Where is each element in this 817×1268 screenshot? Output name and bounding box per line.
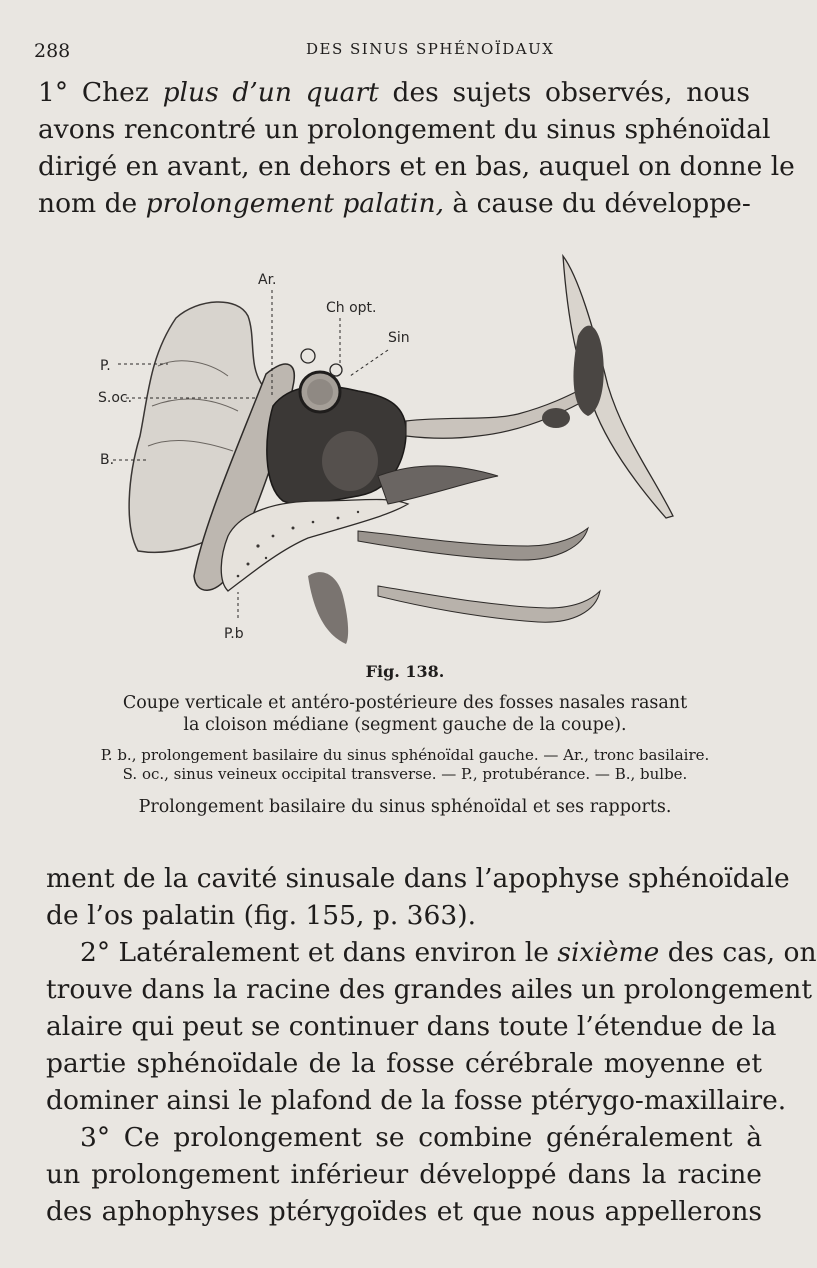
text-line: ment de la cavité sinusale dans l’apophyse sphénoïdale xyxy=(46,863,790,894)
label-ar: Ar. xyxy=(258,272,277,288)
text-line: un prolongement inférieur développé dans la racine xyxy=(46,1159,762,1190)
text-line: 1° Chez plus d’un quart des sujets observés, nous xyxy=(38,77,750,108)
running-head: DES SINUS SPHÉNOÏDAUX xyxy=(306,40,555,58)
label-ch-opt: Ch opt. xyxy=(326,300,377,316)
text-line: 3° Ce prolongement se combine généralement à xyxy=(80,1122,762,1153)
label-sin: Sin xyxy=(388,330,410,346)
figure-caption: Coupe verticale et antéro-postérieure des fosses nasales rasant la cloison médiane (segment gauche de la coupe). xyxy=(122,693,688,735)
section-illustration xyxy=(88,246,688,646)
text-line: dirigé en avant, en dehors et en bas, auquel on donne le xyxy=(38,151,795,182)
text-line: nom de prolongement palatin, à cause du développe- xyxy=(38,188,751,219)
pharynx xyxy=(308,572,348,644)
figure-number: Fig. 138. xyxy=(365,662,445,681)
text-line: dominer ainsi le plafond de la fosse ptérygo-maxillaire. xyxy=(46,1085,787,1116)
figure-subtitle: Prolongement basilaire du sinus sphénoïdal et ses rapports. xyxy=(138,797,672,817)
label-s-oc: S.oc. xyxy=(98,390,133,406)
label-pb: P.b xyxy=(224,626,244,642)
label-p: P. xyxy=(100,358,111,374)
emphasis: sixième xyxy=(557,937,660,968)
page-number: 288 xyxy=(34,40,71,62)
anatomical-figure xyxy=(88,246,688,646)
bottom-paragraph xyxy=(46,860,817,1230)
text-line: avons rencontré un prolongement du sinus sphénoïdal xyxy=(38,114,771,145)
turbinate-lower xyxy=(378,586,600,622)
page-header xyxy=(34,40,760,70)
emphasis: prolongement palatin, xyxy=(145,188,444,219)
label-b: B. xyxy=(100,452,115,468)
top-paragraph xyxy=(38,74,795,222)
text-line: partie sphénoïdale de la fosse cérébrale moyenne et xyxy=(46,1048,762,1079)
turbinate-upper xyxy=(378,466,498,504)
text-line: alaire qui peut se continuer dans toute l’étendue de la xyxy=(46,1011,777,1042)
emphasis: plus d’un quart xyxy=(162,77,379,108)
text-line: de l’os palatin (fig. 155, p. 363). xyxy=(46,900,477,931)
text-line: 2° Latéralement et dans environ le sixième des cas, on xyxy=(80,937,817,968)
turbinate-middle xyxy=(358,528,588,560)
text-line: des aphophyses ptérygoïdes et que nous appellerons xyxy=(46,1196,762,1227)
figure-legend: P. b., prolongement basilaire du sinus sphénoïdal gauche. — Ar., tronc basilaire. S. oc., sinus veineux occipital transverse. — P., protubérance. — B., bulbe. xyxy=(100,746,710,783)
text-line: trouve dans la racine des grandes ailes un prolongement xyxy=(46,974,813,1005)
